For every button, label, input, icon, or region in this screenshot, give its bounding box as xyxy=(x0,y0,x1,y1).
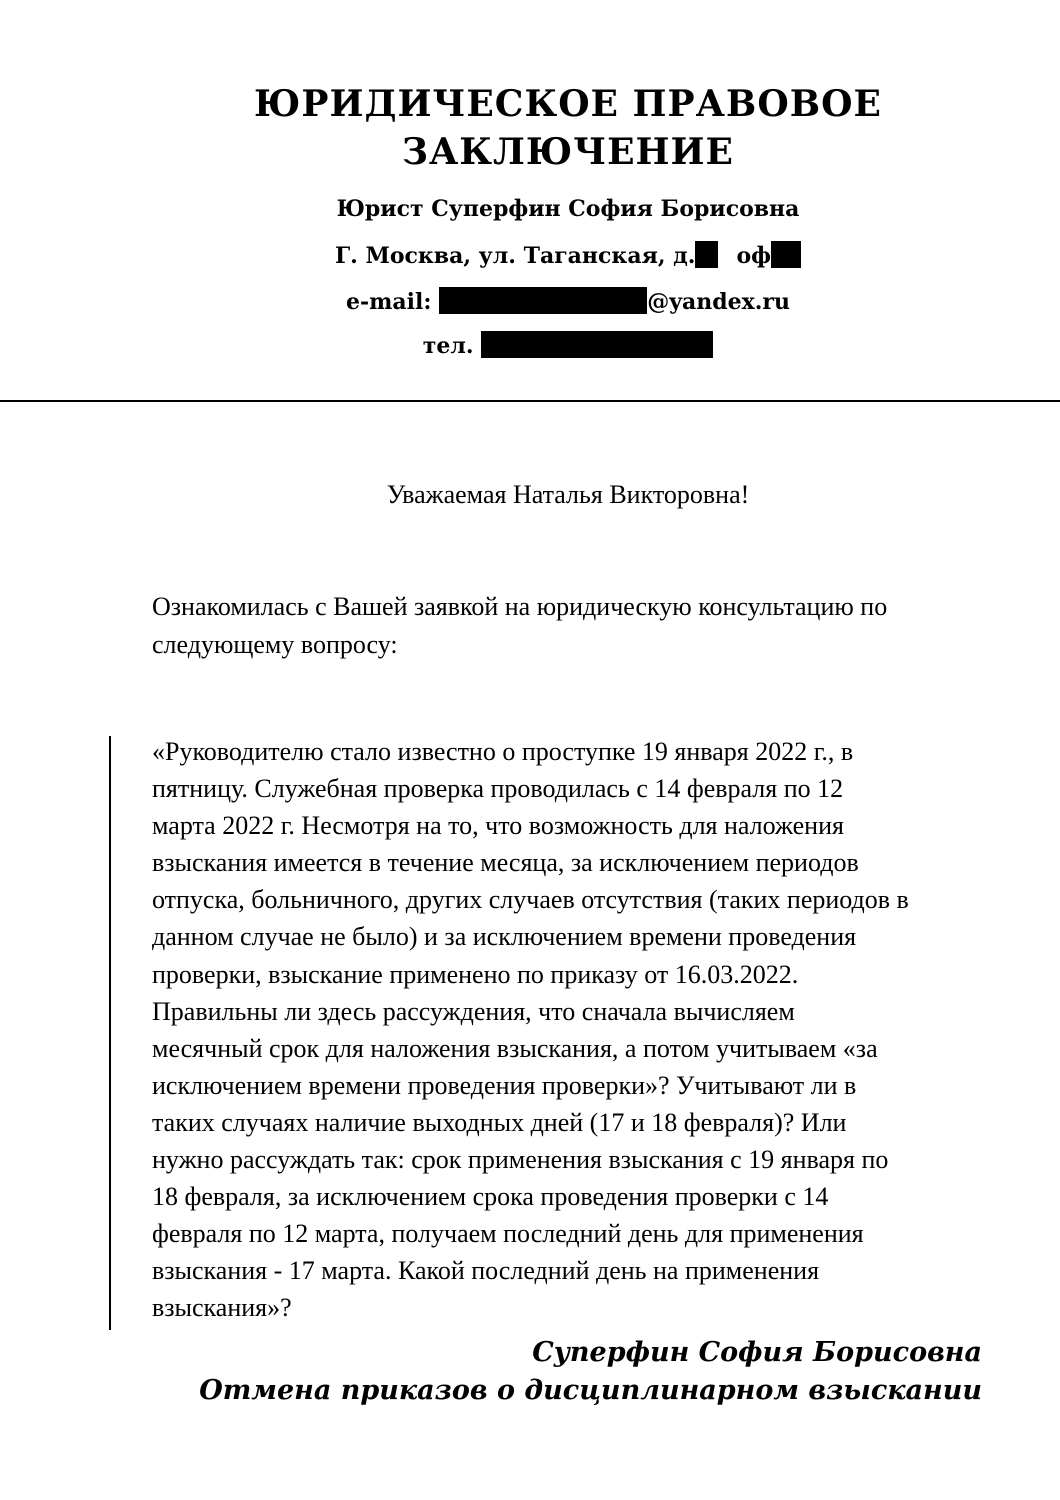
document-title xyxy=(0,80,1060,176)
quote-line: данном случае не было) и за исключением времени проведения xyxy=(152,922,857,952)
address-text: Г. Москва, ул. Таганская, д. xyxy=(334,243,696,269)
letterhead xyxy=(0,80,1060,361)
quote-line: февраля по 12 марта, получаем последний день для применения xyxy=(152,1219,864,1249)
redacted-email-user xyxy=(439,287,647,314)
lawyer-name: Юрист Суперфин София Борисовна xyxy=(336,196,800,222)
redacted-phone-number xyxy=(481,331,713,358)
title-line: ЮРИДИЧЕСКОЕ ПРАВОВОЕ xyxy=(254,83,882,125)
footer-signature xyxy=(199,1334,982,1410)
quote-line: отпуска, больничного, других случаев отсутствия (таких периодов в xyxy=(152,885,909,915)
quote-line: исключением времени проведения проверки»? Учитывают ли в xyxy=(152,1070,857,1100)
quote-line: таких случаях наличие выходных дней (17 и 18 февраля)? Или xyxy=(152,1107,847,1137)
address-office-label: оф xyxy=(736,243,771,269)
quote-line: взыскания имеется в течение месяца, за исключением периодов xyxy=(152,848,859,878)
quote-line: «Руководителю стало известно о проступке 19 января 2022 г., в xyxy=(152,737,854,766)
title-line: ЗАКЛЮЧЕНИЕ xyxy=(402,131,734,173)
quote-line: взыскания»? xyxy=(152,1293,292,1323)
intro-paragraph: Ознакомилась с Вашей заявкой на юридическую консультацию по следующему вопросу: xyxy=(152,592,888,659)
header-divider xyxy=(0,400,1060,402)
address-line xyxy=(0,241,1060,271)
author-name: Суперфин София Борисовна xyxy=(532,1337,982,1368)
quote-line: пятницу. Служебная проверка проводилась с 14 февраля по 12 xyxy=(152,774,844,804)
redacted-office-number xyxy=(771,241,801,268)
book-title: Отмена приказов о дисциплинарном взыскании xyxy=(199,1375,982,1406)
phone-line xyxy=(0,331,1060,361)
quote-line: нужно рассуждать так: срок применения взыскания с 19 января по xyxy=(152,1145,889,1175)
quote-line: марта 2022 г. Несмотря на то, что возможность для наложения xyxy=(152,811,844,841)
email-domain: @yandex.ru xyxy=(647,289,790,315)
client-question-quote xyxy=(152,733,992,1327)
quote-line: месячный срок для наложения взыскания, а потом учитываем «за xyxy=(152,1033,878,1063)
quote-line: 18 февраля, за исключением срока проведения проверки с 14 xyxy=(152,1182,829,1212)
quote-line: Правильны ли здесь рассуждения, что сначала вычисляем xyxy=(152,996,795,1026)
phone-label: тел. xyxy=(422,333,474,359)
quote-line: взыскания - 17 марта. Какой последний день на применения xyxy=(152,1256,820,1286)
email-label: e-mail: xyxy=(346,289,432,315)
greeting: Уважаемая Наталья Викторовна! xyxy=(386,480,750,509)
quote-bar xyxy=(109,736,111,1330)
quote-line: проверки, взыскание применено по приказу от 16.03.2022. xyxy=(152,959,799,989)
redacted-house-number xyxy=(695,241,718,268)
email-line xyxy=(0,287,1060,317)
